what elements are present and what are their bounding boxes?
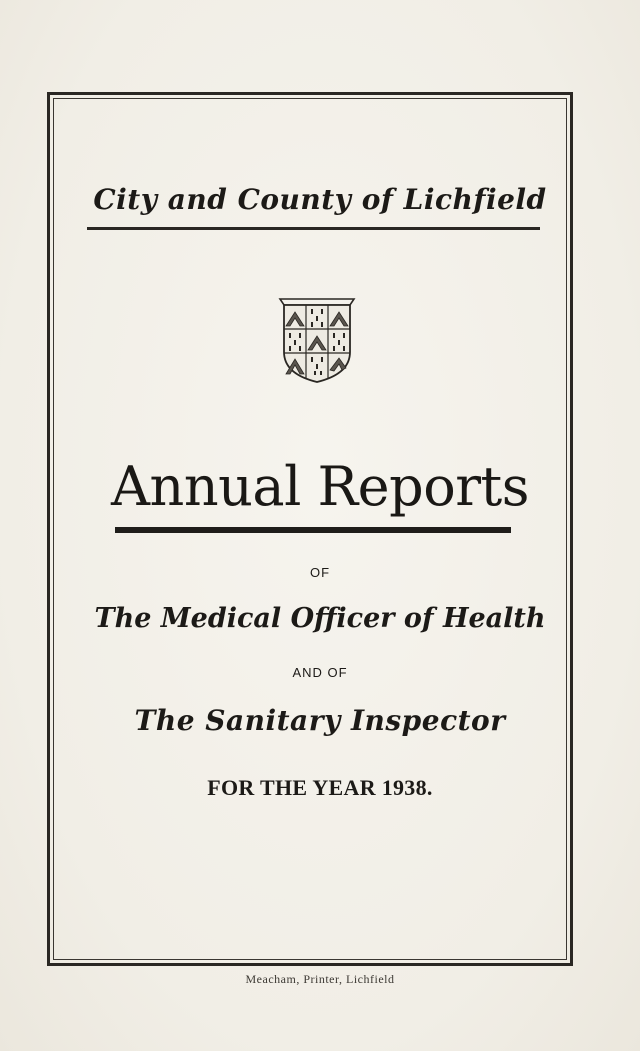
city-title-rule [87, 227, 540, 230]
of-label: OF [309, 565, 331, 580]
report-title-rule [115, 527, 511, 533]
printer-imprint: Meacham, Printer, Lichfield [245, 972, 395, 986]
sanitary-inspector-title: The Sanitary Inspector [134, 704, 506, 737]
medical-officer-title: The Medical Officer of Health [94, 603, 546, 634]
coat-of-arms-icon [278, 296, 356, 384]
year-line: FOR THE YEAR 1938. [207, 775, 433, 800]
report-title: Annual Reports [111, 455, 529, 518]
city-title: City and County of Lichfield [93, 183, 547, 216]
and-of-label: AND OF [292, 665, 348, 680]
